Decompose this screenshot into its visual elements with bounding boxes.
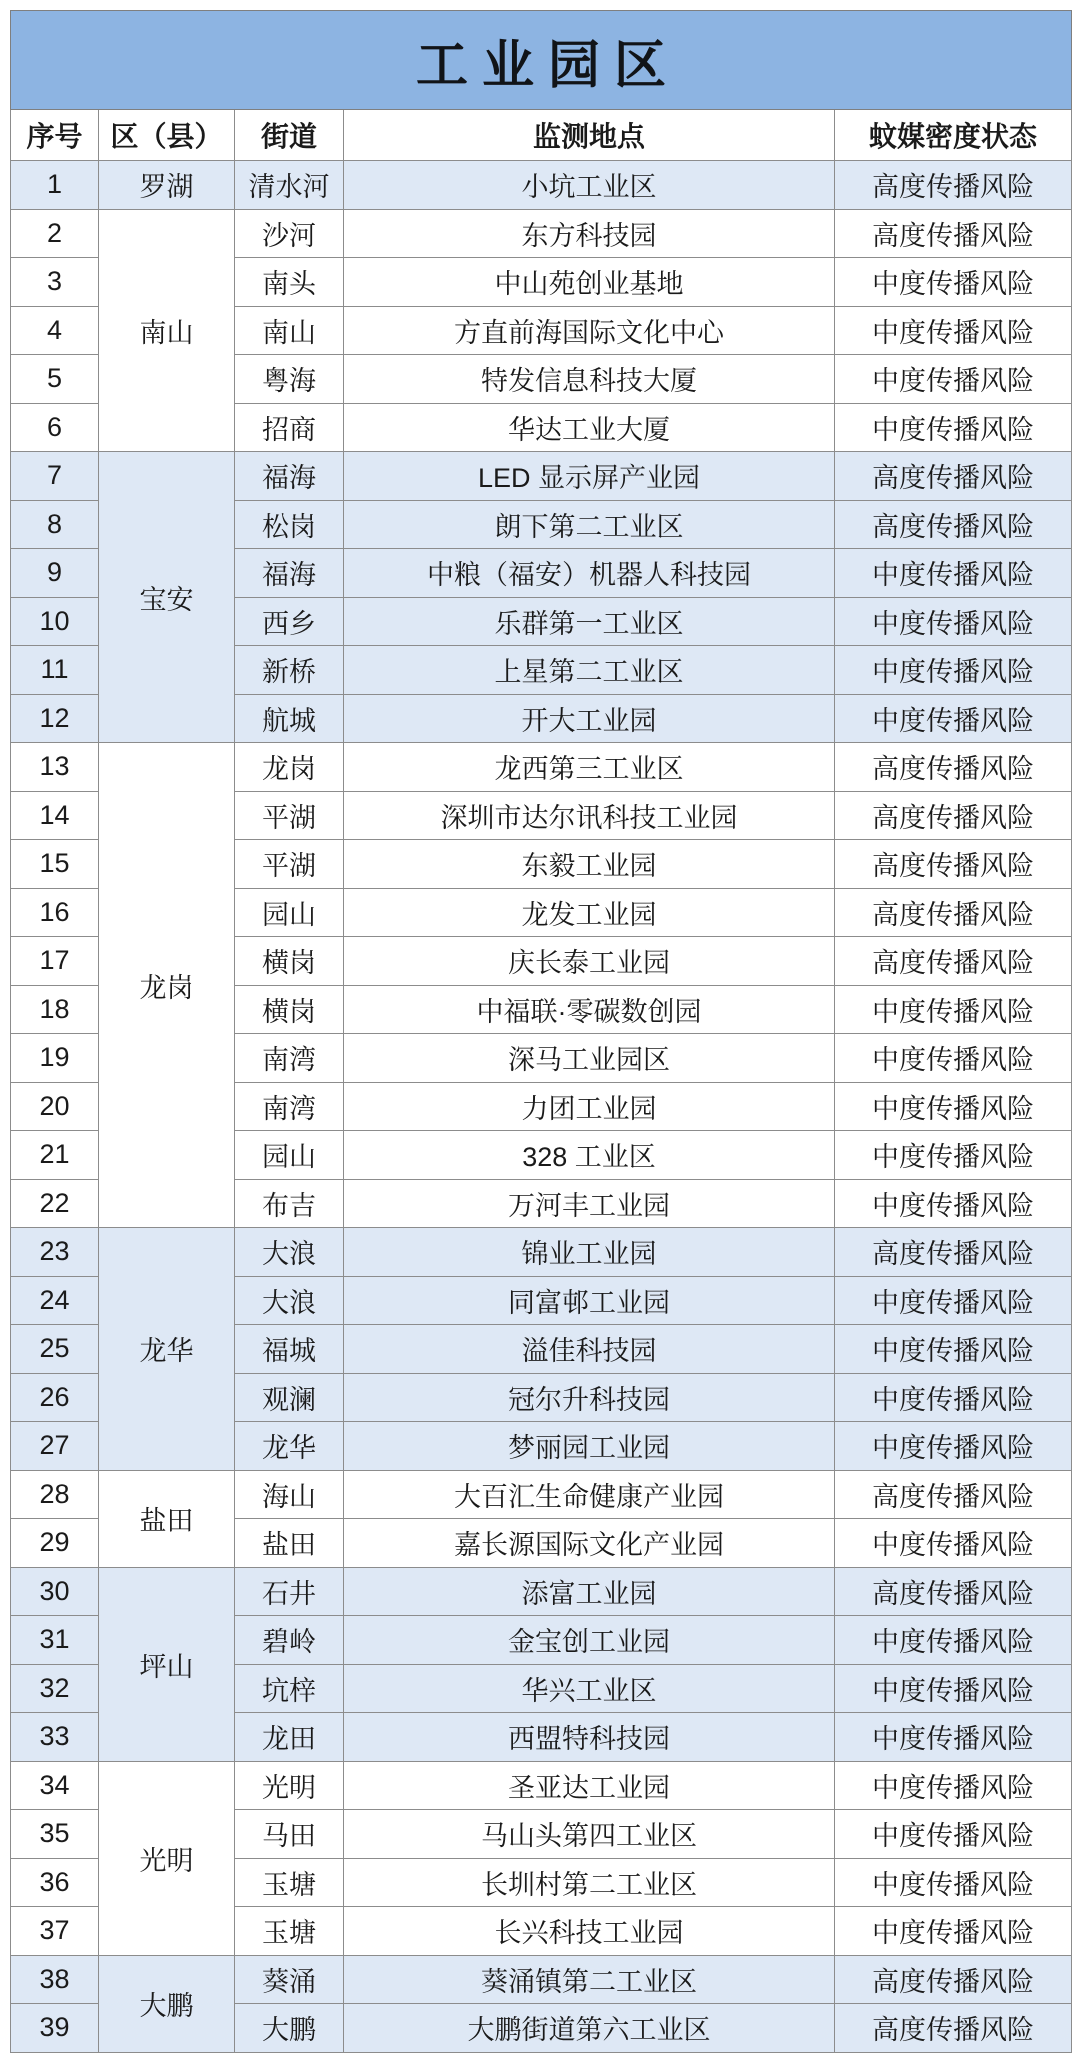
cell-street: 横岗 [235,937,344,986]
table-row [11,743,1072,792]
cell-row-number: 39 [11,2004,99,2053]
cell-monitoring-site: 万河丰工业园 [344,1179,835,1228]
cell-risk-status: 中度传播风险 [835,1664,1072,1713]
cell-street: 葵涌 [235,1955,344,2004]
cell-monitoring-site: 圣亚达工业园 [344,1761,835,1810]
cell-street: 龙华 [235,1422,344,1471]
cell-monitoring-site: 中粮（福安）机器人科技园 [344,549,835,598]
cell-row-number: 23 [11,1228,99,1277]
cell-street: 园山 [235,1131,344,1180]
cell-monitoring-site: 深圳市达尔讯科技工业园 [344,791,835,840]
cell-risk-status: 高度传播风险 [835,888,1072,937]
cell-row-number: 12 [11,694,99,743]
cell-district: 南山 [99,209,235,452]
cell-row-number: 27 [11,1422,99,1471]
cell-street: 碧岭 [235,1616,344,1665]
cell-monitoring-site: 328 工业区 [344,1131,835,1180]
cell-monitoring-site: 冠尔升科技园 [344,1373,835,1422]
cell-street: 沙河 [235,209,344,258]
cell-row-number: 21 [11,1131,99,1180]
cell-monitoring-site: 上星第二工业区 [344,646,835,695]
cell-street: 福海 [235,452,344,501]
cell-row-number: 28 [11,1470,99,1519]
cell-risk-status: 中度传播风险 [835,1422,1072,1471]
cell-monitoring-site: 中山苑创业基地 [344,258,835,307]
cell-monitoring-site: 东毅工业园 [344,840,835,889]
cell-street: 布吉 [235,1179,344,1228]
table-row [11,1955,1072,2004]
cell-row-number: 25 [11,1325,99,1374]
cell-monitoring-site: 华达工业大厦 [344,403,835,452]
cell-street: 松岗 [235,500,344,549]
cell-risk-status: 中度传播风险 [835,306,1072,355]
cell-street: 平湖 [235,840,344,889]
cell-street: 龙岗 [235,743,344,792]
cell-street: 清水河 [235,161,344,210]
cell-street: 平湖 [235,791,344,840]
cell-street: 南湾 [235,1082,344,1131]
cell-monitoring-site: 龙发工业园 [344,888,835,937]
cell-row-number: 17 [11,937,99,986]
column-header-district: 区（县） [99,110,235,161]
cell-row-number: 2 [11,209,99,258]
cell-row-number: 24 [11,1276,99,1325]
cell-street: 粤海 [235,355,344,404]
cell-risk-status: 中度传播风险 [835,1131,1072,1180]
cell-monitoring-site: 大百汇生命健康产业园 [344,1470,835,1519]
cell-row-number: 16 [11,888,99,937]
table-row [11,1567,1072,1616]
cell-row-number: 8 [11,500,99,549]
cell-row-number: 9 [11,549,99,598]
cell-row-number: 18 [11,985,99,1034]
cell-street: 福海 [235,549,344,598]
cell-monitoring-site: 锦业工业园 [344,1228,835,1277]
cell-risk-status: 高度传播风险 [835,937,1072,986]
cell-row-number: 20 [11,1082,99,1131]
cell-street: 马田 [235,1810,344,1859]
column-header-site: 监测地点 [344,110,835,161]
cell-risk-status: 中度传播风险 [835,1616,1072,1665]
page-title: 工业园区 [11,11,1072,110]
cell-street: 西乡 [235,597,344,646]
cell-street: 光明 [235,1761,344,1810]
cell-risk-status: 中度传播风险 [835,549,1072,598]
cell-monitoring-site: 添富工业园 [344,1567,835,1616]
cell-street: 园山 [235,888,344,937]
cell-monitoring-site: 小坑工业区 [344,161,835,210]
cell-row-number: 1 [11,161,99,210]
cell-risk-status: 中度传播风险 [835,1179,1072,1228]
cell-monitoring-site: 龙西第三工业区 [344,743,835,792]
cell-row-number: 14 [11,791,99,840]
cell-district: 大鹏 [99,1955,235,2052]
cell-street: 龙田 [235,1713,344,1762]
cell-risk-status: 中度传播风险 [835,355,1072,404]
cell-risk-status: 中度传播风险 [835,1276,1072,1325]
cell-risk-status: 高度传播风险 [835,840,1072,889]
cell-monitoring-site: LED 显示屏产业园 [344,452,835,501]
cell-street: 石井 [235,1567,344,1616]
cell-risk-status: 中度传播风险 [835,1810,1072,1859]
cell-monitoring-site: 朗下第二工业区 [344,500,835,549]
cell-risk-status: 中度传播风险 [835,1858,1072,1907]
cell-monitoring-site: 长圳村第二工业区 [344,1858,835,1907]
cell-row-number: 37 [11,1907,99,1956]
cell-row-number: 5 [11,355,99,404]
table-row [11,209,1072,258]
cell-monitoring-site: 庆长泰工业园 [344,937,835,986]
table-row [11,161,1072,210]
cell-monitoring-site: 金宝创工业园 [344,1616,835,1665]
cell-district: 盐田 [99,1470,235,1567]
cell-risk-status: 高度传播风险 [835,500,1072,549]
cell-row-number: 11 [11,646,99,695]
cell-row-number: 35 [11,1810,99,1859]
cell-monitoring-site: 乐群第一工业区 [344,597,835,646]
cell-risk-status: 高度传播风险 [835,2004,1072,2053]
cell-risk-status: 中度传播风险 [835,646,1072,695]
cell-risk-status: 高度传播风险 [835,452,1072,501]
cell-monitoring-site: 方直前海国际文化中心 [344,306,835,355]
cell-risk-status: 高度传播风险 [835,743,1072,792]
cell-row-number: 22 [11,1179,99,1228]
column-header-status: 蚊媒密度状态 [835,110,1072,161]
cell-monitoring-site: 溢佳科技园 [344,1325,835,1374]
cell-row-number: 15 [11,840,99,889]
cell-row-number: 10 [11,597,99,646]
table-row [11,1470,1072,1519]
cell-monitoring-site: 嘉长源国际文化产业园 [344,1519,835,1568]
cell-street: 福城 [235,1325,344,1374]
cell-monitoring-site: 梦丽园工业园 [344,1422,835,1471]
cell-street: 新桥 [235,646,344,695]
cell-risk-status: 高度传播风险 [835,791,1072,840]
cell-risk-status: 中度传播风险 [835,258,1072,307]
cell-street: 南山 [235,306,344,355]
cell-risk-status: 中度传播风险 [835,1373,1072,1422]
cell-street: 盐田 [235,1519,344,1568]
table-row [11,452,1072,501]
industrial-parks-table [10,10,1072,2053]
cell-row-number: 38 [11,1955,99,2004]
cell-monitoring-site: 东方科技园 [344,209,835,258]
cell-risk-status: 中度传播风险 [835,1907,1072,1956]
table-row [11,1761,1072,1810]
cell-monitoring-site: 特发信息科技大厦 [344,355,835,404]
cell-risk-status: 中度传播风险 [835,1713,1072,1762]
table-body [11,161,1072,2053]
cell-monitoring-site: 同富邨工业园 [344,1276,835,1325]
cell-risk-status: 高度传播风险 [835,209,1072,258]
cell-monitoring-site: 华兴工业区 [344,1664,835,1713]
cell-risk-status: 高度传播风险 [835,1955,1072,2004]
cell-row-number: 32 [11,1664,99,1713]
cell-district: 龙华 [99,1228,235,1471]
cell-district: 罗湖 [99,161,235,210]
cell-row-number: 19 [11,1034,99,1083]
cell-street: 大鹏 [235,2004,344,2053]
cell-risk-status: 中度传播风险 [835,597,1072,646]
cell-street: 玉塘 [235,1907,344,1956]
cell-street: 观澜 [235,1373,344,1422]
cell-street: 横岗 [235,985,344,1034]
cell-risk-status: 中度传播风险 [835,1761,1072,1810]
cell-street: 大浪 [235,1228,344,1277]
cell-street: 招商 [235,403,344,452]
cell-monitoring-site: 西盟特科技园 [344,1713,835,1762]
cell-district: 宝安 [99,452,235,743]
cell-risk-status: 高度传播风险 [835,1567,1072,1616]
cell-monitoring-site: 长兴科技工业园 [344,1907,835,1956]
cell-risk-status: 高度传播风险 [835,1228,1072,1277]
cell-street: 南头 [235,258,344,307]
cell-risk-status: 中度传播风险 [835,1082,1072,1131]
cell-row-number: 33 [11,1713,99,1762]
cell-row-number: 4 [11,306,99,355]
cell-row-number: 30 [11,1567,99,1616]
cell-monitoring-site: 深马工业园区 [344,1034,835,1083]
cell-district: 光明 [99,1761,235,1955]
cell-monitoring-site: 开大工业园 [344,694,835,743]
cell-row-number: 31 [11,1616,99,1665]
cell-street: 坑梓 [235,1664,344,1713]
cell-risk-status: 高度传播风险 [835,161,1072,210]
cell-monitoring-site: 力团工业园 [344,1082,835,1131]
cell-monitoring-site: 中福联·零碳数创园 [344,985,835,1034]
cell-street: 海山 [235,1470,344,1519]
cell-risk-status: 中度传播风险 [835,1325,1072,1374]
cell-row-number: 36 [11,1858,99,1907]
cell-street: 南湾 [235,1034,344,1083]
cell-risk-status: 中度传播风险 [835,694,1072,743]
cell-monitoring-site: 葵涌镇第二工业区 [344,1955,835,2004]
cell-monitoring-site: 大鹏街道第六工业区 [344,2004,835,2053]
column-header-street: 街道 [235,110,344,161]
cell-row-number: 34 [11,1761,99,1810]
cell-district: 坪山 [99,1567,235,1761]
cell-row-number: 13 [11,743,99,792]
cell-risk-status: 中度传播风险 [835,985,1072,1034]
cell-street: 玉塘 [235,1858,344,1907]
cell-street: 大浪 [235,1276,344,1325]
cell-risk-status: 中度传播风险 [835,403,1072,452]
cell-risk-status: 高度传播风险 [835,1470,1072,1519]
cell-street: 航城 [235,694,344,743]
cell-monitoring-site: 马山头第四工业区 [344,1810,835,1859]
cell-risk-status: 中度传播风险 [835,1519,1072,1568]
cell-row-number: 7 [11,452,99,501]
column-header-no: 序号 [11,110,99,161]
cell-row-number: 29 [11,1519,99,1568]
cell-row-number: 6 [11,403,99,452]
cell-district: 龙岗 [99,743,235,1228]
cell-risk-status: 中度传播风险 [835,1034,1072,1083]
column-header-row [11,110,1072,161]
cell-row-number: 26 [11,1373,99,1422]
table-row [11,1228,1072,1277]
cell-row-number: 3 [11,258,99,307]
title-row [11,11,1072,110]
